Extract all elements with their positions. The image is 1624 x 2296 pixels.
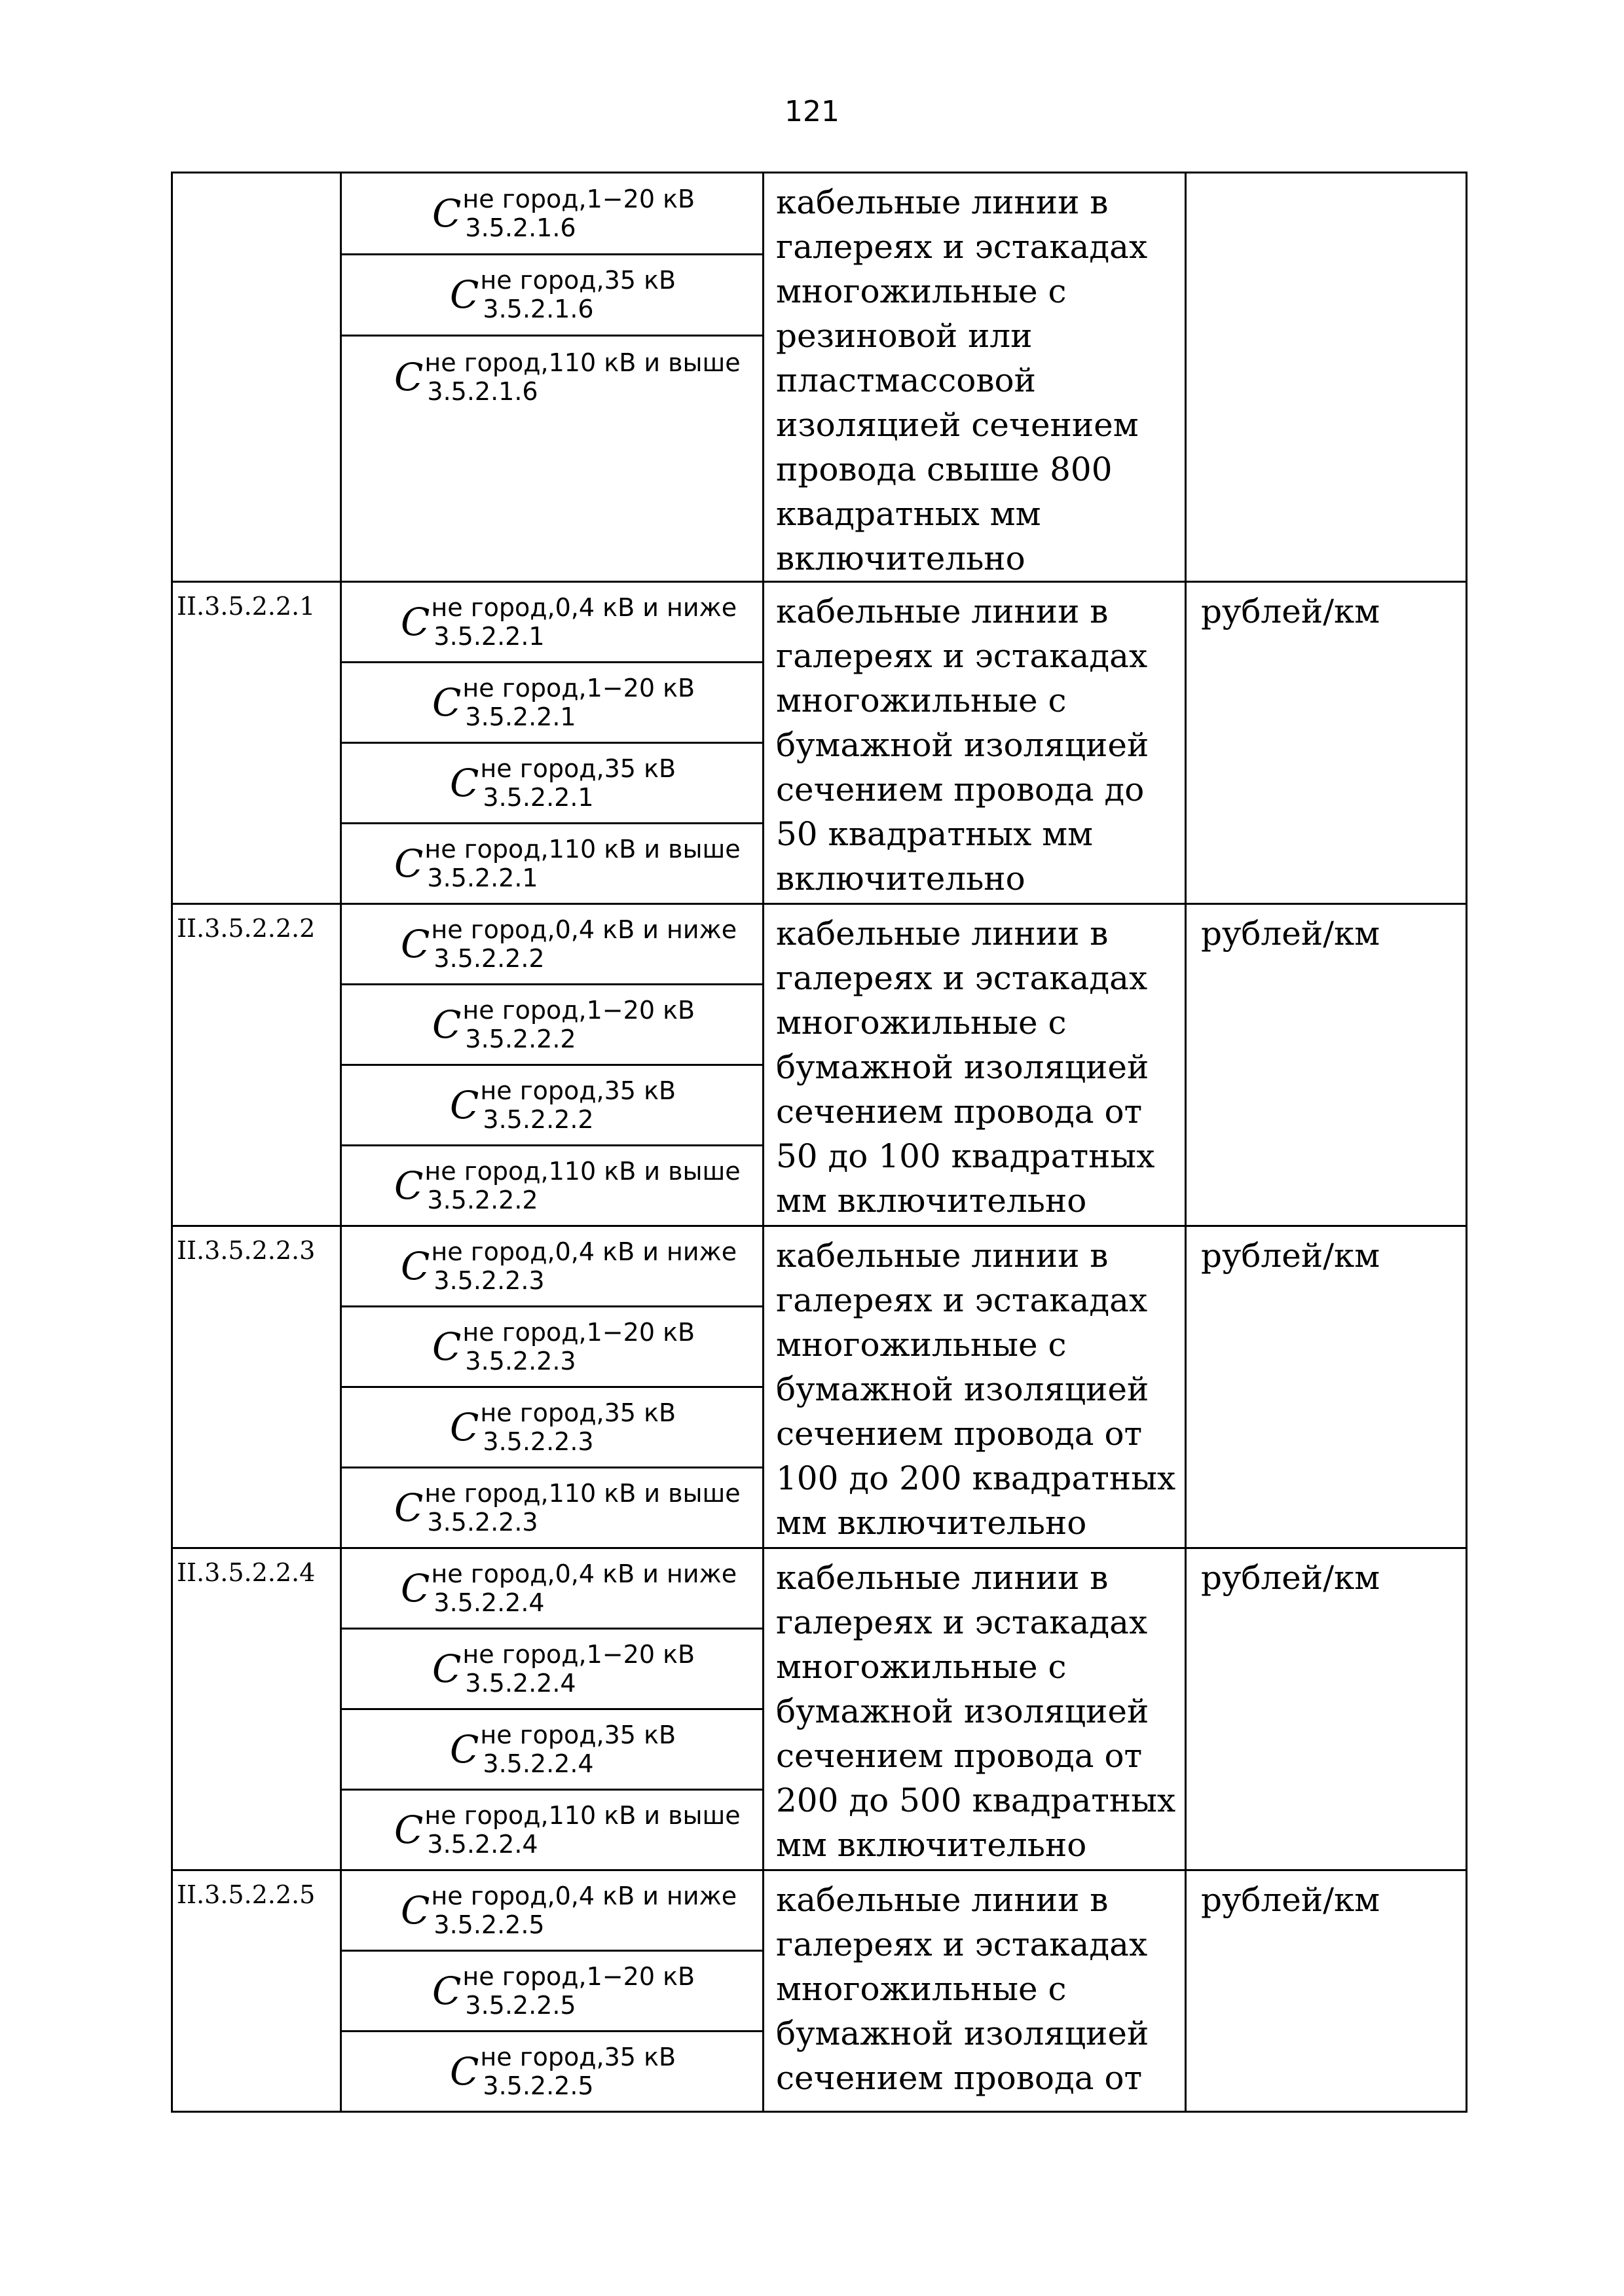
table-row	[172, 1548, 1467, 1629]
symbol-superscript: не город,0,4 кВ и ниже	[431, 1882, 737, 1910]
row-unit: рублей/км	[1186, 904, 1467, 1226]
symbol-cell	[341, 582, 764, 663]
row-code	[172, 173, 341, 582]
table-row	[172, 582, 1467, 663]
row-unit: рублей/км	[1186, 1870, 1467, 2112]
row-description: кабельные линии в галереях и эстакадах многожильные с резиновой или пластмассовой изоляцией сечением провода свыше 800 квадратных мм включительно	[764, 173, 1186, 582]
cost-symbol: C не город,35 кВ 3.5.2.2.4	[450, 1721, 676, 1778]
symbol-superscript: не город,1−20 кВ	[462, 674, 695, 702]
symbol-subscript: 3.5.2.2.1	[465, 702, 576, 731]
cost-symbol: C не город,1−20 кВ 3.5.2.2.3	[432, 1318, 695, 1376]
symbol-cell	[341, 1146, 764, 1226]
symbol-cell	[341, 663, 764, 743]
symbol-cell	[341, 1629, 764, 1709]
symbol-subscript: 3.5.2.2.2	[483, 1105, 594, 1134]
row-unit: рублей/км	[1186, 582, 1467, 904]
cost-symbol: C не город,110 кВ и выше 3.5.2.2.4	[394, 1801, 741, 1859]
symbol-cell	[341, 254, 764, 336]
symbol-cell	[341, 1951, 764, 2032]
symbol-superscript: не город,1−20 кВ	[462, 184, 695, 213]
cost-symbol: C не город,35 кВ 3.5.2.1.6	[450, 266, 676, 324]
symbol-superscript: не город,1−20 кВ	[462, 1318, 695, 1347]
symbol-subscript: 3.5.2.2.2	[427, 1186, 538, 1214]
symbol-superscript: не город,1−20 кВ	[462, 996, 695, 1025]
cost-symbol: C не город,35 кВ 3.5.2.2.3	[450, 1398, 676, 1456]
symbol-cell	[341, 1387, 764, 1468]
symbol-superscript: не город,110 кВ и выше	[424, 1479, 741, 1508]
cost-symbol: C не город,110 кВ и выше 3.5.2.2.3	[394, 1479, 741, 1537]
symbol-superscript: не город,35 кВ	[480, 2043, 676, 2071]
page-number: 121	[784, 95, 840, 128]
symbol-subscript: 3.5.2.2.1	[427, 864, 538, 892]
rates-table	[171, 172, 1467, 2113]
cost-symbol: C не город,0,4 кВ и ниже 3.5.2.2.3	[401, 1237, 737, 1295]
cost-symbol: C не город,1−20 кВ 3.5.2.1.6	[432, 184, 695, 242]
cost-symbol: C не город,1−20 кВ 3.5.2.2.5	[432, 1962, 695, 2020]
cost-symbol: C не город,35 кВ 3.5.2.2.5	[450, 2043, 676, 2100]
cost-symbol: C не город,0,4 кВ и ниже 3.5.2.2.1	[401, 593, 737, 651]
symbol-cell	[341, 173, 764, 255]
cost-symbol: C не город,35 кВ 3.5.2.2.2	[450, 1076, 676, 1134]
table-row	[172, 1870, 1467, 1951]
row-unit: рублей/км	[1186, 1548, 1467, 1870]
symbol-subscript: 3.5.2.2.3	[465, 1347, 576, 1376]
symbol-superscript: не город,35 кВ	[480, 1398, 676, 1427]
symbol-superscript: не город,0,4 кВ и ниже	[431, 593, 737, 622]
row-description: кабельные линии в галереях и эстакадах многожильные с бумажной изоляцией сечением провода от 50 до 100 квадратных мм включительно	[764, 904, 1186, 1226]
symbol-cell	[341, 824, 764, 904]
cost-symbol: C не город,110 кВ и выше 3.5.2.2.1	[394, 835, 741, 892]
symbol-cell	[341, 904, 764, 985]
symbol-subscript: 3.5.2.2.1	[434, 622, 545, 651]
row-description: кабельные линии в галереях и эстакадах многожильные с бумажной изоляцией сечением провода до 50 квадратных мм включительно	[764, 582, 1186, 904]
row-description: кабельные линии в галереях и эстакадах многожильные с бумажной изоляцией сечением провода от 100 до 200 квадратных мм включительно	[764, 1226, 1186, 1548]
symbol-superscript: не город,1−20 кВ	[462, 1962, 695, 1991]
symbol-subscript: 3.5.2.2.4	[427, 1830, 538, 1859]
symbol-superscript: не город,35 кВ	[480, 266, 676, 295]
row-code: II.3.5.2.2.2	[172, 904, 341, 1226]
symbol-superscript: не город,110 кВ и выше	[424, 1157, 741, 1186]
symbol-superscript: не город,0,4 кВ и ниже	[431, 1237, 737, 1266]
cost-symbol: C не город,35 кВ 3.5.2.2.1	[450, 754, 676, 812]
cost-symbol: C не город,1−20 кВ 3.5.2.2.4	[432, 1640, 695, 1698]
symbol-cell	[341, 1307, 764, 1387]
symbol-superscript: не город,0,4 кВ и ниже	[431, 915, 737, 944]
symbol-subscript: 3.5.2.2.5	[434, 1910, 545, 1939]
cost-symbol: C не город,110 кВ и выше 3.5.2.2.2	[394, 1157, 741, 1214]
symbol-subscript: 3.5.2.2.1	[483, 783, 594, 812]
symbol-subscript: 3.5.2.2.3	[427, 1508, 538, 1537]
row-description: кабельные линии в галереях и эстакадах многожильные с бумажной изоляцией сечением провода от 200 до 500 квадратных мм включительно	[764, 1548, 1186, 1870]
symbol-subscript: 3.5.2.2.5	[483, 2071, 594, 2100]
symbol-subscript: 3.5.2.1.6	[427, 376, 538, 406]
cost-symbol: C не город,0,4 кВ и ниже 3.5.2.2.4	[401, 1559, 737, 1617]
symbol-superscript: не город,35 кВ	[480, 754, 676, 783]
row-code: II.3.5.2.2.1	[172, 582, 341, 904]
cost-symbol: C не город,1−20 кВ 3.5.2.2.1	[432, 674, 695, 731]
symbol-cell	[341, 1065, 764, 1146]
symbol-superscript: не город,35 кВ	[480, 1721, 676, 1749]
cost-symbol: C не город,0,4 кВ и ниже 3.5.2.2.2	[401, 915, 737, 973]
symbol-cell	[341, 1548, 764, 1629]
row-code: II.3.5.2.2.4	[172, 1548, 341, 1870]
symbol-subscript: 3.5.2.1.6	[465, 213, 576, 242]
cost-symbol: C не город,110 кВ и выше 3.5.2.1.6	[394, 348, 741, 406]
symbol-cell	[341, 985, 764, 1065]
symbol-cell	[341, 336, 764, 582]
symbol-subscript: 3.5.2.2.3	[483, 1427, 594, 1456]
symbol-superscript: не город,110 кВ и выше	[424, 835, 741, 864]
symbol-superscript: не город,110 кВ и выше	[424, 348, 741, 377]
row-unit: рублей/км	[1186, 1226, 1467, 1548]
row-code: II.3.5.2.2.5	[172, 1870, 341, 2112]
cost-symbol: C не город,0,4 кВ и ниже 3.5.2.2.5	[401, 1882, 737, 1939]
symbol-superscript: не город,110 кВ и выше	[424, 1801, 741, 1830]
table-row	[172, 904, 1467, 985]
symbol-cell	[341, 1870, 764, 1951]
symbol-cell	[341, 1790, 764, 1870]
symbol-superscript: не город,35 кВ	[480, 1076, 676, 1105]
symbol-subscript: 3.5.2.2.2	[434, 944, 545, 973]
symbol-cell	[341, 743, 764, 824]
symbol-subscript: 3.5.2.2.4	[483, 1749, 594, 1778]
symbol-cell	[341, 2032, 764, 2112]
row-unit	[1186, 173, 1467, 582]
row-description: кабельные линии в галереях и эстакадах многожильные с бумажной изоляцией сечением провода от	[764, 1870, 1186, 2112]
cost-symbol: C не город,1−20 кВ 3.5.2.2.2	[432, 996, 695, 1053]
symbol-subscript: 3.5.2.2.3	[434, 1266, 545, 1295]
symbol-cell	[341, 1468, 764, 1548]
row-code: II.3.5.2.2.3	[172, 1226, 341, 1548]
symbol-cell	[341, 1709, 764, 1790]
symbol-subscript: 3.5.2.2.2	[465, 1025, 576, 1053]
symbol-subscript: 3.5.2.2.5	[465, 1991, 576, 2020]
symbol-subscript: 3.5.2.2.4	[434, 1588, 545, 1617]
symbol-subscript: 3.5.2.2.4	[465, 1669, 576, 1698]
symbol-subscript: 3.5.2.1.6	[483, 295, 594, 324]
symbol-superscript: не город,0,4 кВ и ниже	[431, 1559, 737, 1588]
symbol-superscript: не город,1−20 кВ	[462, 1640, 695, 1669]
table-row	[172, 173, 1467, 255]
symbol-cell	[341, 1226, 764, 1307]
table-row	[172, 1226, 1467, 1307]
